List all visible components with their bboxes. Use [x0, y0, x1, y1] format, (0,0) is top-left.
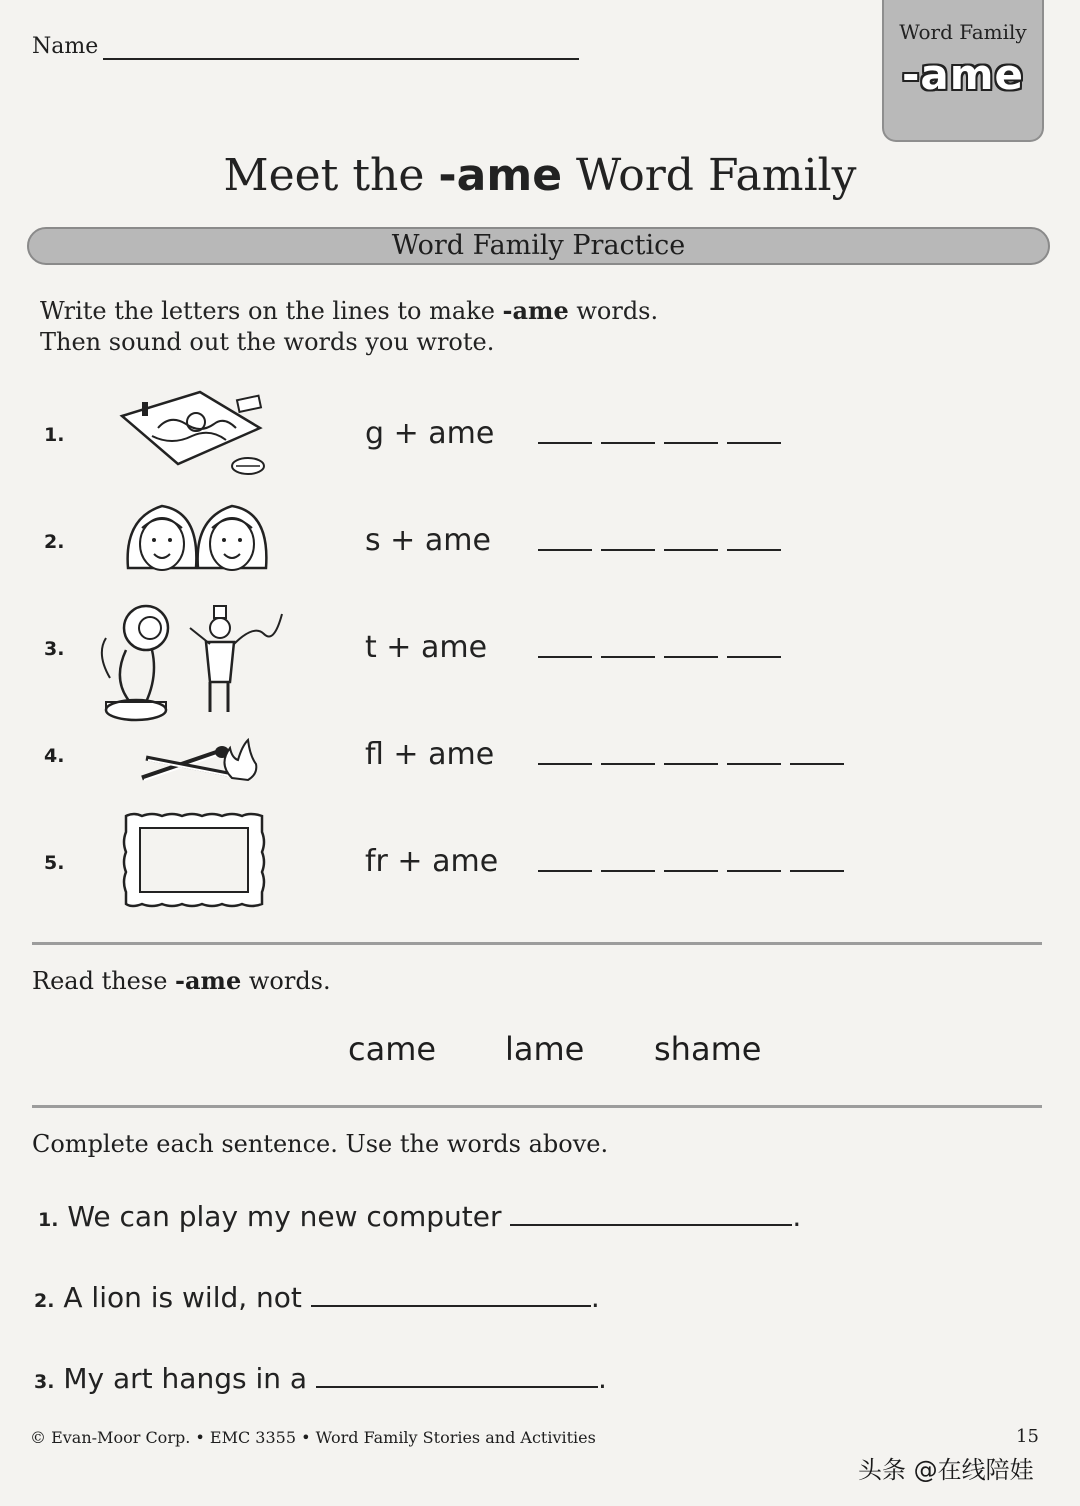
equation: fl + ame [365, 737, 495, 772]
sentence-1: 1. We can play my new computer . [38, 1200, 802, 1233]
page-number: 15 [1016, 1426, 1039, 1447]
answer-blanks[interactable] [538, 442, 781, 444]
burning-match-icon [136, 738, 260, 786]
complete-instruction: Complete each sentence. Use the words above. [32, 1130, 609, 1158]
section-divider [32, 942, 1042, 945]
twins-icon [122, 498, 272, 582]
name-label: Name [32, 34, 99, 59]
lion-tamer-icon [96, 598, 286, 724]
answer-blanks[interactable] [538, 763, 844, 765]
instruction-line-1: Write the letters on the lines to make -ame words. [40, 296, 659, 325]
section-divider [32, 1105, 1042, 1108]
row-number: 4. [44, 745, 65, 767]
page-title [0, 150, 1080, 201]
watermark: 头条 @在线陪娃 [858, 1456, 1034, 1484]
footer-credit: © Evan-Moor Corp. • EMC 3355 • Word Family Stories and Activities [30, 1428, 596, 1447]
tab-label: Word Family [899, 20, 1027, 44]
read-instruction-bold: -ame [175, 966, 242, 995]
picture-frame-icon [118, 808, 270, 912]
sentence-2-blank[interactable] [311, 1304, 591, 1307]
word-shame: shame [654, 1030, 762, 1068]
section-banner [27, 227, 1050, 265]
equation: t + ame [365, 630, 488, 665]
title-prefix: Meet the [223, 150, 439, 201]
row-number: 2. [44, 531, 65, 553]
answer-blanks[interactable] [538, 870, 844, 872]
answer-blanks[interactable] [538, 549, 781, 551]
title-suffix: Word Family [562, 150, 857, 201]
sentence-2: 2. A lion is wild, not . [34, 1281, 600, 1314]
name-line[interactable] [103, 58, 579, 60]
sentence-3: 3. My art hangs in a . [34, 1362, 607, 1395]
equation: s + ame [365, 523, 491, 558]
row-number: 3. [44, 638, 65, 660]
sentence-1-blank[interactable] [510, 1223, 792, 1226]
instruction-bold: -ame [502, 296, 569, 325]
equation: g + ame [365, 416, 495, 451]
title-family: -ame [438, 150, 563, 201]
banner-text: Word Family Practice [391, 230, 686, 261]
instruction-line-2: Then sound out the words you wrote. [40, 328, 495, 356]
read-instruction: Read these -ame words. [32, 966, 331, 995]
sentence-3-blank[interactable] [316, 1385, 598, 1388]
row-number: 1. [44, 424, 65, 446]
game-board-icon [118, 388, 268, 480]
word-family-tab [882, 0, 1044, 142]
word-lame: lame [505, 1030, 585, 1068]
word-came: came [348, 1030, 437, 1068]
row-number: 5. [44, 852, 65, 874]
equation: fr + ame [365, 844, 499, 879]
tab-family: -ame [901, 50, 1025, 99]
answer-blanks[interactable] [538, 656, 781, 658]
